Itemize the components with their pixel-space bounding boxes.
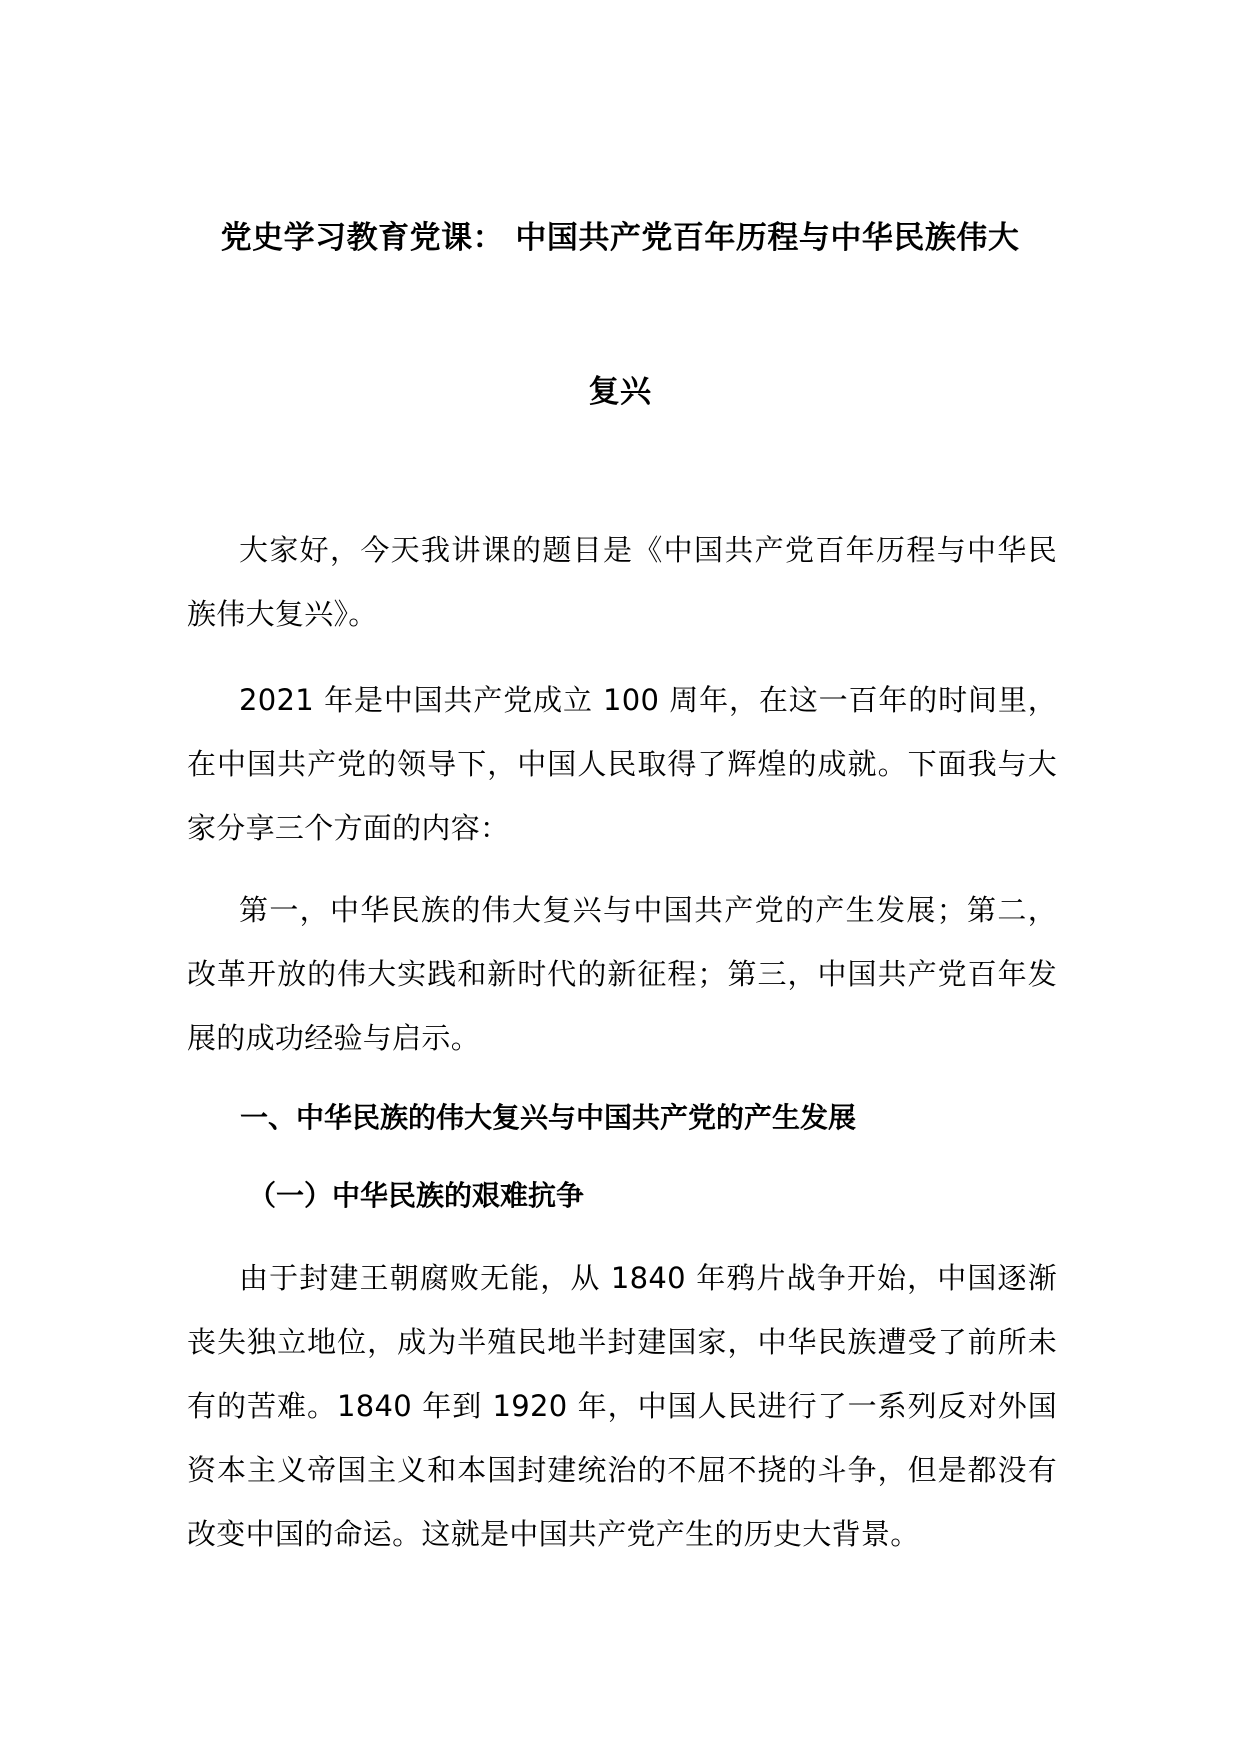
section-heading: 一、中华民族的伟大复兴与中国共产党的产生发展 [240,1101,857,1134]
intro-paragraph: 大家好，今天我讲课的题目是《中国共产党百年历程与中华民族伟大复兴》。 [187,533,1057,631]
outline-paragraph: 第一，中华民族的伟大复兴与中国共产党的产生发展；第二，改革开放的伟大实践和新时代的新征程；第三，中国共产党百年发展的成功经验与启示。 [187,893,1057,1055]
anniversary-paragraph: 2021 年是中国共产党成立 100 周年，在这一百年的时间里，在中国共产党的领导下，中国人民取得了辉煌的成就。下面我与大家分享三个方面的内容： [187,683,1057,845]
document-title-line-1: 党史学习教育党课： 中国共产党百年历程与中华民族伟大 [220,220,1020,256]
history-paragraph: 由于封建王朝腐败无能，从 1840 年鸦片战争开始，中国逐渐丧失独立地位，成为半殖民地半封建国家，中华民族遭受了前所未有的苦难。1840 年到 1920 年，中国人民进行了一系列反对外国资本主义帝国主义和本国封建统治的不屈不挠的斗争，但是都没有改变中国的命运。这就是中国共产党产生的历史大背景。 [187,1261,1057,1551]
subsection-heading: （一）中华民族的艰难抗争 [248,1179,585,1212]
document-title-line-2: 复兴 [588,374,652,410]
